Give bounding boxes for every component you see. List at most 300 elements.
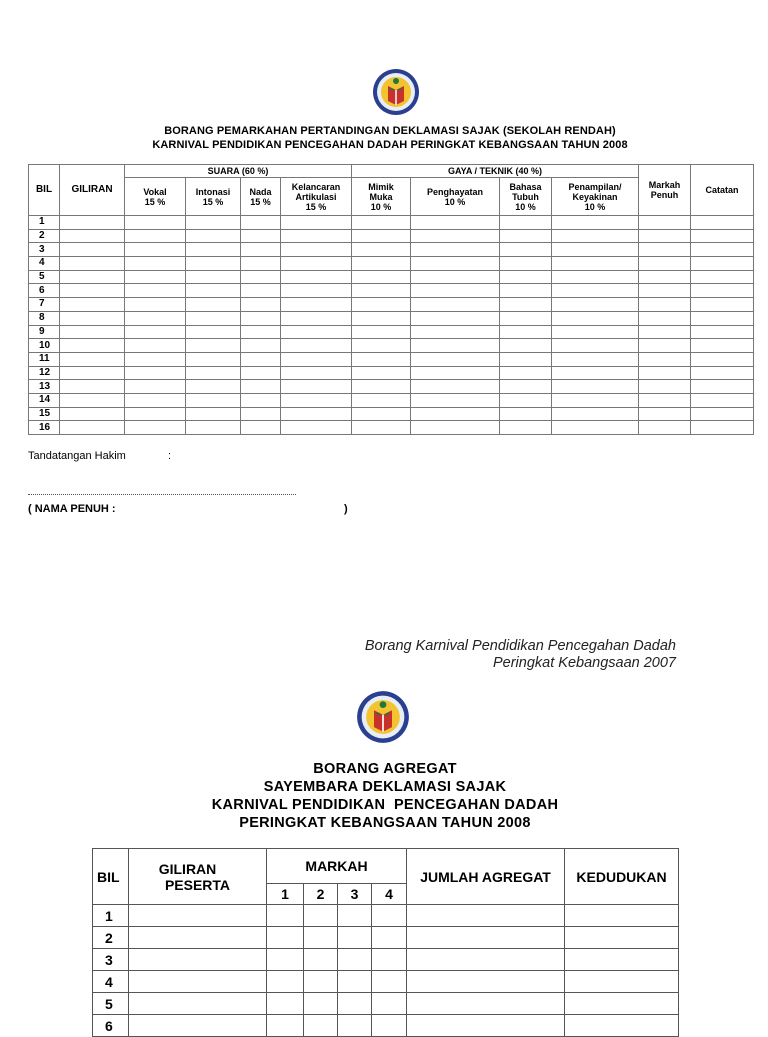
aggregate-cell[interactable]	[372, 927, 407, 949]
score-cell[interactable]	[60, 311, 125, 325]
score-cell[interactable]	[352, 380, 411, 394]
score-cell[interactable]	[125, 325, 186, 339]
score-cell[interactable]	[281, 380, 352, 394]
score-cell[interactable]	[691, 421, 754, 435]
score-cell[interactable]	[352, 298, 411, 312]
aggregate-cell[interactable]	[372, 1015, 407, 1037]
aggregate-title-line3: KARNIVAL PENDIDIKAN PENCEGAHAN DADAH	[211, 797, 559, 813]
score-cell[interactable]	[352, 421, 411, 435]
header-bahasa-pct: 10 %	[515, 201, 536, 212]
aggregate-table-row	[93, 905, 679, 927]
header-mimik-line1: Mimik	[368, 181, 394, 192]
aggregate-cell[interactable]	[407, 1015, 565, 1037]
header-bahasa-line2: Tubuh	[512, 191, 539, 202]
score-cell[interactable]	[125, 298, 186, 312]
aggregate-cell[interactable]	[267, 949, 304, 971]
row-number: 4	[29, 257, 60, 271]
score-cell[interactable]	[352, 407, 411, 421]
score-cell[interactable]	[60, 352, 125, 366]
score-cell[interactable]	[241, 257, 281, 271]
score-cell[interactable]	[281, 339, 352, 353]
score-cell[interactable]	[411, 243, 500, 257]
score-cell[interactable]	[411, 366, 500, 380]
score-cell[interactable]	[281, 298, 352, 312]
score-cell[interactable]	[552, 407, 639, 421]
score-table-row	[29, 311, 754, 325]
score-cell[interactable]	[411, 352, 500, 366]
score-cell[interactable]	[60, 325, 125, 339]
score-cell[interactable]	[125, 243, 186, 257]
score-cell[interactable]	[281, 229, 352, 243]
score-cell[interactable]	[186, 311, 241, 325]
score-cell[interactable]	[500, 311, 552, 325]
score-cell[interactable]	[500, 298, 552, 312]
score-table-row	[29, 298, 754, 312]
header-mimik-line2: Muka	[369, 191, 393, 202]
header-vokal-label: Vokal	[143, 186, 167, 197]
aggregate-cell[interactable]	[338, 993, 372, 1015]
score-table-row	[29, 229, 754, 243]
score-cell[interactable]	[691, 352, 754, 366]
score-cell[interactable]	[352, 339, 411, 353]
header-nada	[241, 178, 281, 216]
score-cell[interactable]	[125, 339, 186, 353]
score-cell[interactable]	[241, 407, 281, 421]
header-intonasi-pct: 15 %	[202, 196, 224, 207]
score-cell[interactable]	[281, 216, 352, 230]
score-cell[interactable]	[691, 243, 754, 257]
score-cell[interactable]	[411, 229, 500, 243]
score-table-row	[29, 407, 754, 421]
score-cell[interactable]	[241, 339, 281, 353]
score-cell[interactable]	[186, 243, 241, 257]
score-table-row	[29, 284, 754, 298]
aggregate-cell[interactable]	[267, 927, 304, 949]
header-penampilan-pct: 10 %	[584, 201, 606, 212]
score-cell[interactable]	[281, 284, 352, 298]
score-cell[interactable]	[60, 421, 125, 435]
aggregate-cell[interactable]	[338, 905, 372, 927]
emblem-logo-top	[372, 68, 420, 116]
score-cell[interactable]	[411, 393, 500, 407]
aggregate-table-row	[93, 971, 679, 993]
score-cell[interactable]	[125, 216, 186, 230]
score-cell[interactable]	[691, 366, 754, 380]
score-cell[interactable]	[241, 243, 281, 257]
score-cell[interactable]	[639, 393, 691, 407]
score-cell[interactable]	[552, 352, 639, 366]
score-cell[interactable]	[691, 325, 754, 339]
aggregate-table-row	[93, 949, 679, 971]
aggregate-cell[interactable]	[338, 927, 372, 949]
score-cell[interactable]	[639, 243, 691, 257]
score-cell[interactable]	[60, 284, 125, 298]
score-cell[interactable]	[186, 352, 241, 366]
row-number: 9	[29, 325, 60, 339]
score-cell[interactable]	[639, 352, 691, 366]
header-vokal	[125, 178, 186, 216]
score-cell[interactable]	[552, 421, 639, 435]
score-form-title-line2: KARNIVAL PENDIDIKAN PENCEGAHAN DADAH PERINGKAT KEBANGSAAN TAHUN 2008	[152, 139, 628, 151]
score-cell[interactable]	[552, 366, 639, 380]
header-markah-penuh	[639, 165, 691, 216]
signature-line[interactable]	[28, 494, 296, 495]
header-mimik	[352, 178, 411, 216]
score-cell[interactable]	[281, 352, 352, 366]
score-cell[interactable]	[500, 216, 552, 230]
aggregate-cell[interactable]	[304, 949, 338, 971]
score-cell[interactable]	[60, 298, 125, 312]
aggregate-cell[interactable]	[407, 927, 565, 949]
score-cell[interactable]	[281, 270, 352, 284]
score-cell[interactable]	[352, 216, 411, 230]
score-cell[interactable]	[281, 421, 352, 435]
header-intonasi	[186, 178, 241, 216]
aggregate-form-title	[150, 760, 620, 832]
score-cell[interactable]	[691, 270, 754, 284]
score-cell[interactable]	[125, 270, 186, 284]
score-cell[interactable]	[241, 284, 281, 298]
aggregate-cell[interactable]	[129, 905, 267, 927]
score-cell[interactable]	[60, 216, 125, 230]
score-cell[interactable]	[125, 407, 186, 421]
aggregate-cell[interactable]	[407, 993, 565, 1015]
score-cell[interactable]	[411, 311, 500, 325]
score-cell[interactable]	[241, 421, 281, 435]
score-cell[interactable]	[639, 311, 691, 325]
header-penghayatan-pct: 10 %	[444, 196, 466, 207]
score-cell[interactable]	[552, 311, 639, 325]
score-cell[interactable]	[411, 216, 500, 230]
score-table-row	[29, 243, 754, 257]
score-table	[28, 164, 754, 435]
score-cell[interactable]	[639, 366, 691, 380]
score-cell[interactable]	[186, 325, 241, 339]
score-cell[interactable]	[186, 380, 241, 394]
score-cell[interactable]	[552, 284, 639, 298]
full-name-close: )	[344, 503, 348, 515]
score-cell[interactable]	[186, 216, 241, 230]
row-number: 1	[93, 905, 129, 927]
score-cell[interactable]	[552, 339, 639, 353]
score-table-row	[29, 380, 754, 394]
aggregate-cell[interactable]	[565, 927, 679, 949]
score-cell[interactable]	[500, 407, 552, 421]
score-cell[interactable]	[352, 393, 411, 407]
row-number: 16	[29, 421, 60, 435]
score-cell[interactable]	[125, 257, 186, 271]
aggregate-cell[interactable]	[129, 1015, 267, 1037]
score-cell[interactable]	[281, 393, 352, 407]
score-cell[interactable]	[186, 298, 241, 312]
score-cell[interactable]	[186, 366, 241, 380]
score-cell[interactable]	[691, 311, 754, 325]
score-cell[interactable]	[60, 380, 125, 394]
aggregate-cell[interactable]	[129, 927, 267, 949]
aggregate-cell[interactable]	[407, 971, 565, 993]
score-cell[interactable]	[639, 339, 691, 353]
header-bahasa	[500, 178, 552, 216]
row-number: 8	[29, 311, 60, 325]
footer-line2: Peringkat Kebangsaan 2007	[492, 655, 676, 671]
score-cell[interactable]	[500, 366, 552, 380]
score-cell[interactable]	[500, 229, 552, 243]
row-number: 11	[29, 352, 60, 366]
score-cell[interactable]	[691, 339, 754, 353]
aggregate-cell[interactable]	[267, 993, 304, 1015]
score-cell[interactable]	[411, 380, 500, 394]
score-cell[interactable]	[125, 393, 186, 407]
full-name-label: ( NAMA PENUH :	[28, 503, 116, 515]
score-cell[interactable]	[352, 257, 411, 271]
score-table-row	[29, 216, 754, 230]
score-cell[interactable]	[241, 366, 281, 380]
score-cell[interactable]	[500, 325, 552, 339]
score-cell[interactable]	[411, 407, 500, 421]
score-table-row	[29, 352, 754, 366]
aggregate-table	[92, 848, 679, 1037]
aggregate-cell[interactable]	[304, 971, 338, 993]
score-cell[interactable]	[552, 298, 639, 312]
aggregate-table-row	[93, 927, 679, 949]
score-cell[interactable]	[500, 393, 552, 407]
score-cell[interactable]	[691, 407, 754, 421]
score-cell[interactable]	[281, 311, 352, 325]
aggregate-cell[interactable]	[267, 1015, 304, 1037]
row-number: 1	[29, 216, 60, 230]
aggregate-cell[interactable]	[267, 971, 304, 993]
aggregate-cell[interactable]	[565, 971, 679, 993]
score-cell[interactable]	[411, 284, 500, 298]
score-cell[interactable]	[639, 229, 691, 243]
aggregate-cell[interactable]	[565, 949, 679, 971]
score-cell[interactable]	[352, 243, 411, 257]
header-penghayatan-label: Penghayatan	[426, 186, 484, 197]
score-cell[interactable]	[500, 243, 552, 257]
score-cell[interactable]	[60, 257, 125, 271]
score-cell[interactable]	[691, 298, 754, 312]
header-bahasa-line1: Bahasa	[509, 181, 542, 192]
row-number: 15	[29, 407, 60, 421]
score-cell[interactable]	[125, 311, 186, 325]
score-cell[interactable]	[125, 380, 186, 394]
aggregate-cell[interactable]	[267, 905, 304, 927]
agg-header-judge-2: 2	[304, 884, 338, 905]
row-number: 7	[29, 298, 60, 312]
score-cell[interactable]	[691, 380, 754, 394]
score-cell[interactable]	[60, 339, 125, 353]
score-cell[interactable]	[691, 216, 754, 230]
score-cell[interactable]	[241, 393, 281, 407]
score-cell[interactable]	[125, 421, 186, 435]
score-cell[interactable]	[60, 243, 125, 257]
header-penampilan-line2: Keyakinan	[572, 191, 618, 202]
aggregate-cell[interactable]	[129, 993, 267, 1015]
row-number: 2	[29, 229, 60, 243]
score-cell[interactable]	[411, 325, 500, 339]
score-cell[interactable]	[552, 257, 639, 271]
score-cell[interactable]	[639, 380, 691, 394]
signature-label: Tandatangan Hakim	[28, 450, 126, 462]
aggregate-table-row	[93, 993, 679, 1015]
score-cell[interactable]	[241, 325, 281, 339]
header-vokal-pct: 15 %	[144, 196, 166, 207]
score-cell[interactable]	[241, 229, 281, 243]
header-nada-pct: 15 %	[250, 196, 271, 207]
score-cell[interactable]	[411, 298, 500, 312]
score-cell[interactable]	[500, 270, 552, 284]
score-cell[interactable]	[552, 325, 639, 339]
agg-header-bil: BIL	[93, 849, 129, 905]
header-kelancaran-line2: Artikulasi	[295, 191, 337, 202]
header-intonasi-label: Intonasi	[195, 186, 231, 197]
score-cell[interactable]	[691, 393, 754, 407]
score-cell[interactable]	[552, 229, 639, 243]
score-cell[interactable]	[241, 216, 281, 230]
score-cell[interactable]	[125, 352, 186, 366]
score-table-row	[29, 366, 754, 380]
score-cell[interactable]	[281, 257, 352, 271]
score-cell[interactable]	[60, 270, 125, 284]
score-cell[interactable]	[552, 380, 639, 394]
agg-header-judge-1: 1	[267, 884, 304, 905]
aggregate-cell[interactable]	[372, 905, 407, 927]
score-cell[interactable]	[352, 325, 411, 339]
score-table-row	[29, 393, 754, 407]
aggregate-cell[interactable]	[565, 905, 679, 927]
score-cell[interactable]	[186, 393, 241, 407]
aggregate-title-line2: SAYEMBARA DEKLAMASI SAJAK	[263, 779, 507, 795]
score-cell[interactable]	[60, 366, 125, 380]
score-cell[interactable]	[352, 284, 411, 298]
aggregate-cell[interactable]	[565, 1015, 679, 1037]
aggregate-cell[interactable]	[407, 949, 565, 971]
score-cell[interactable]	[639, 407, 691, 421]
score-cell[interactable]	[500, 284, 552, 298]
header-kelancaran	[281, 178, 352, 216]
aggregate-cell[interactable]	[372, 993, 407, 1015]
aggregate-title-line1: BORANG AGREGAT	[313, 761, 457, 777]
score-cell[interactable]	[639, 298, 691, 312]
aggregate-cell[interactable]	[338, 971, 372, 993]
aggregate-cell[interactable]	[304, 927, 338, 949]
score-cell[interactable]	[186, 257, 241, 271]
score-cell[interactable]	[241, 298, 281, 312]
score-cell[interactable]	[186, 421, 241, 435]
score-cell[interactable]	[352, 229, 411, 243]
score-cell[interactable]	[691, 229, 754, 243]
header-markah-line2: Penuh	[650, 190, 679, 200]
aggregate-cell[interactable]	[129, 949, 267, 971]
header-giliran: GILIRAN	[60, 165, 125, 216]
aggregate-cell[interactable]	[304, 905, 338, 927]
score-cell[interactable]	[639, 325, 691, 339]
aggregate-cell[interactable]	[372, 949, 407, 971]
score-form-title	[28, 124, 752, 152]
score-cell[interactable]	[411, 339, 500, 353]
header-suara: SUARA (60 %)	[125, 165, 352, 178]
score-cell[interactable]	[125, 366, 186, 380]
score-cell[interactable]	[352, 270, 411, 284]
header-kelancaran-pct: 15 %	[305, 201, 327, 212]
row-number: 5	[29, 270, 60, 284]
score-cell[interactable]	[500, 339, 552, 353]
aggregate-cell[interactable]	[338, 949, 372, 971]
score-cell[interactable]	[60, 393, 125, 407]
score-cell[interactable]	[241, 352, 281, 366]
score-cell[interactable]	[500, 257, 552, 271]
header-bil: BIL	[29, 165, 60, 216]
header-penampilan	[552, 178, 639, 216]
score-cell[interactable]	[411, 421, 500, 435]
score-cell[interactable]	[186, 284, 241, 298]
aggregate-title-line4: PERINGKAT KEBANGSAAN TAHUN 2008	[239, 815, 531, 831]
header-gaya: GAYA / TEKNIK (40 %)	[352, 165, 639, 178]
score-cell[interactable]	[241, 311, 281, 325]
aggregate-cell[interactable]	[372, 971, 407, 993]
score-cell[interactable]	[60, 407, 125, 421]
agg-header-markah: MARKAH	[267, 849, 407, 884]
score-cell[interactable]	[186, 229, 241, 243]
score-cell[interactable]	[639, 257, 691, 271]
score-cell[interactable]	[411, 270, 500, 284]
score-cell[interactable]	[241, 270, 281, 284]
score-cell[interactable]	[281, 325, 352, 339]
score-cell[interactable]	[241, 380, 281, 394]
emblem-logo-bottom	[356, 690, 410, 744]
score-cell[interactable]	[639, 284, 691, 298]
footer-line1: Borang Karnival Pendidikan Pencegahan Dadah	[364, 638, 676, 654]
score-cell[interactable]	[552, 393, 639, 407]
agg-header-giliran-line1: GILIRAN	[158, 860, 217, 877]
score-cell[interactable]	[552, 216, 639, 230]
score-cell[interactable]	[552, 270, 639, 284]
score-cell[interactable]	[639, 421, 691, 435]
score-cell[interactable]	[186, 407, 241, 421]
aggregate-cell[interactable]	[565, 993, 679, 1015]
aggregate-cell[interactable]	[304, 993, 338, 1015]
score-cell[interactable]	[186, 339, 241, 353]
score-cell[interactable]	[500, 421, 552, 435]
score-cell[interactable]	[552, 243, 639, 257]
score-cell[interactable]	[500, 380, 552, 394]
score-cell[interactable]	[500, 352, 552, 366]
score-cell[interactable]	[411, 257, 500, 271]
score-cell[interactable]	[281, 407, 352, 421]
score-cell[interactable]	[691, 257, 754, 271]
score-cell[interactable]	[281, 366, 352, 380]
score-cell[interactable]	[639, 216, 691, 230]
score-cell[interactable]	[691, 284, 754, 298]
score-cell[interactable]	[125, 229, 186, 243]
score-cell[interactable]	[639, 270, 691, 284]
score-cell[interactable]	[281, 243, 352, 257]
score-cell[interactable]	[60, 229, 125, 243]
aggregate-cell[interactable]	[304, 1015, 338, 1037]
score-cell[interactable]	[352, 352, 411, 366]
score-cell[interactable]	[352, 366, 411, 380]
score-cell[interactable]	[352, 311, 411, 325]
aggregate-cell[interactable]	[129, 971, 267, 993]
score-cell[interactable]	[186, 270, 241, 284]
score-table-row	[29, 421, 754, 435]
header-kelancaran-line1: Kelancaran	[291, 181, 341, 192]
aggregate-cell[interactable]	[338, 1015, 372, 1037]
row-number: 13	[29, 380, 60, 394]
score-cell[interactable]	[125, 284, 186, 298]
aggregate-cell[interactable]	[407, 905, 565, 927]
row-number: 14	[29, 393, 60, 407]
